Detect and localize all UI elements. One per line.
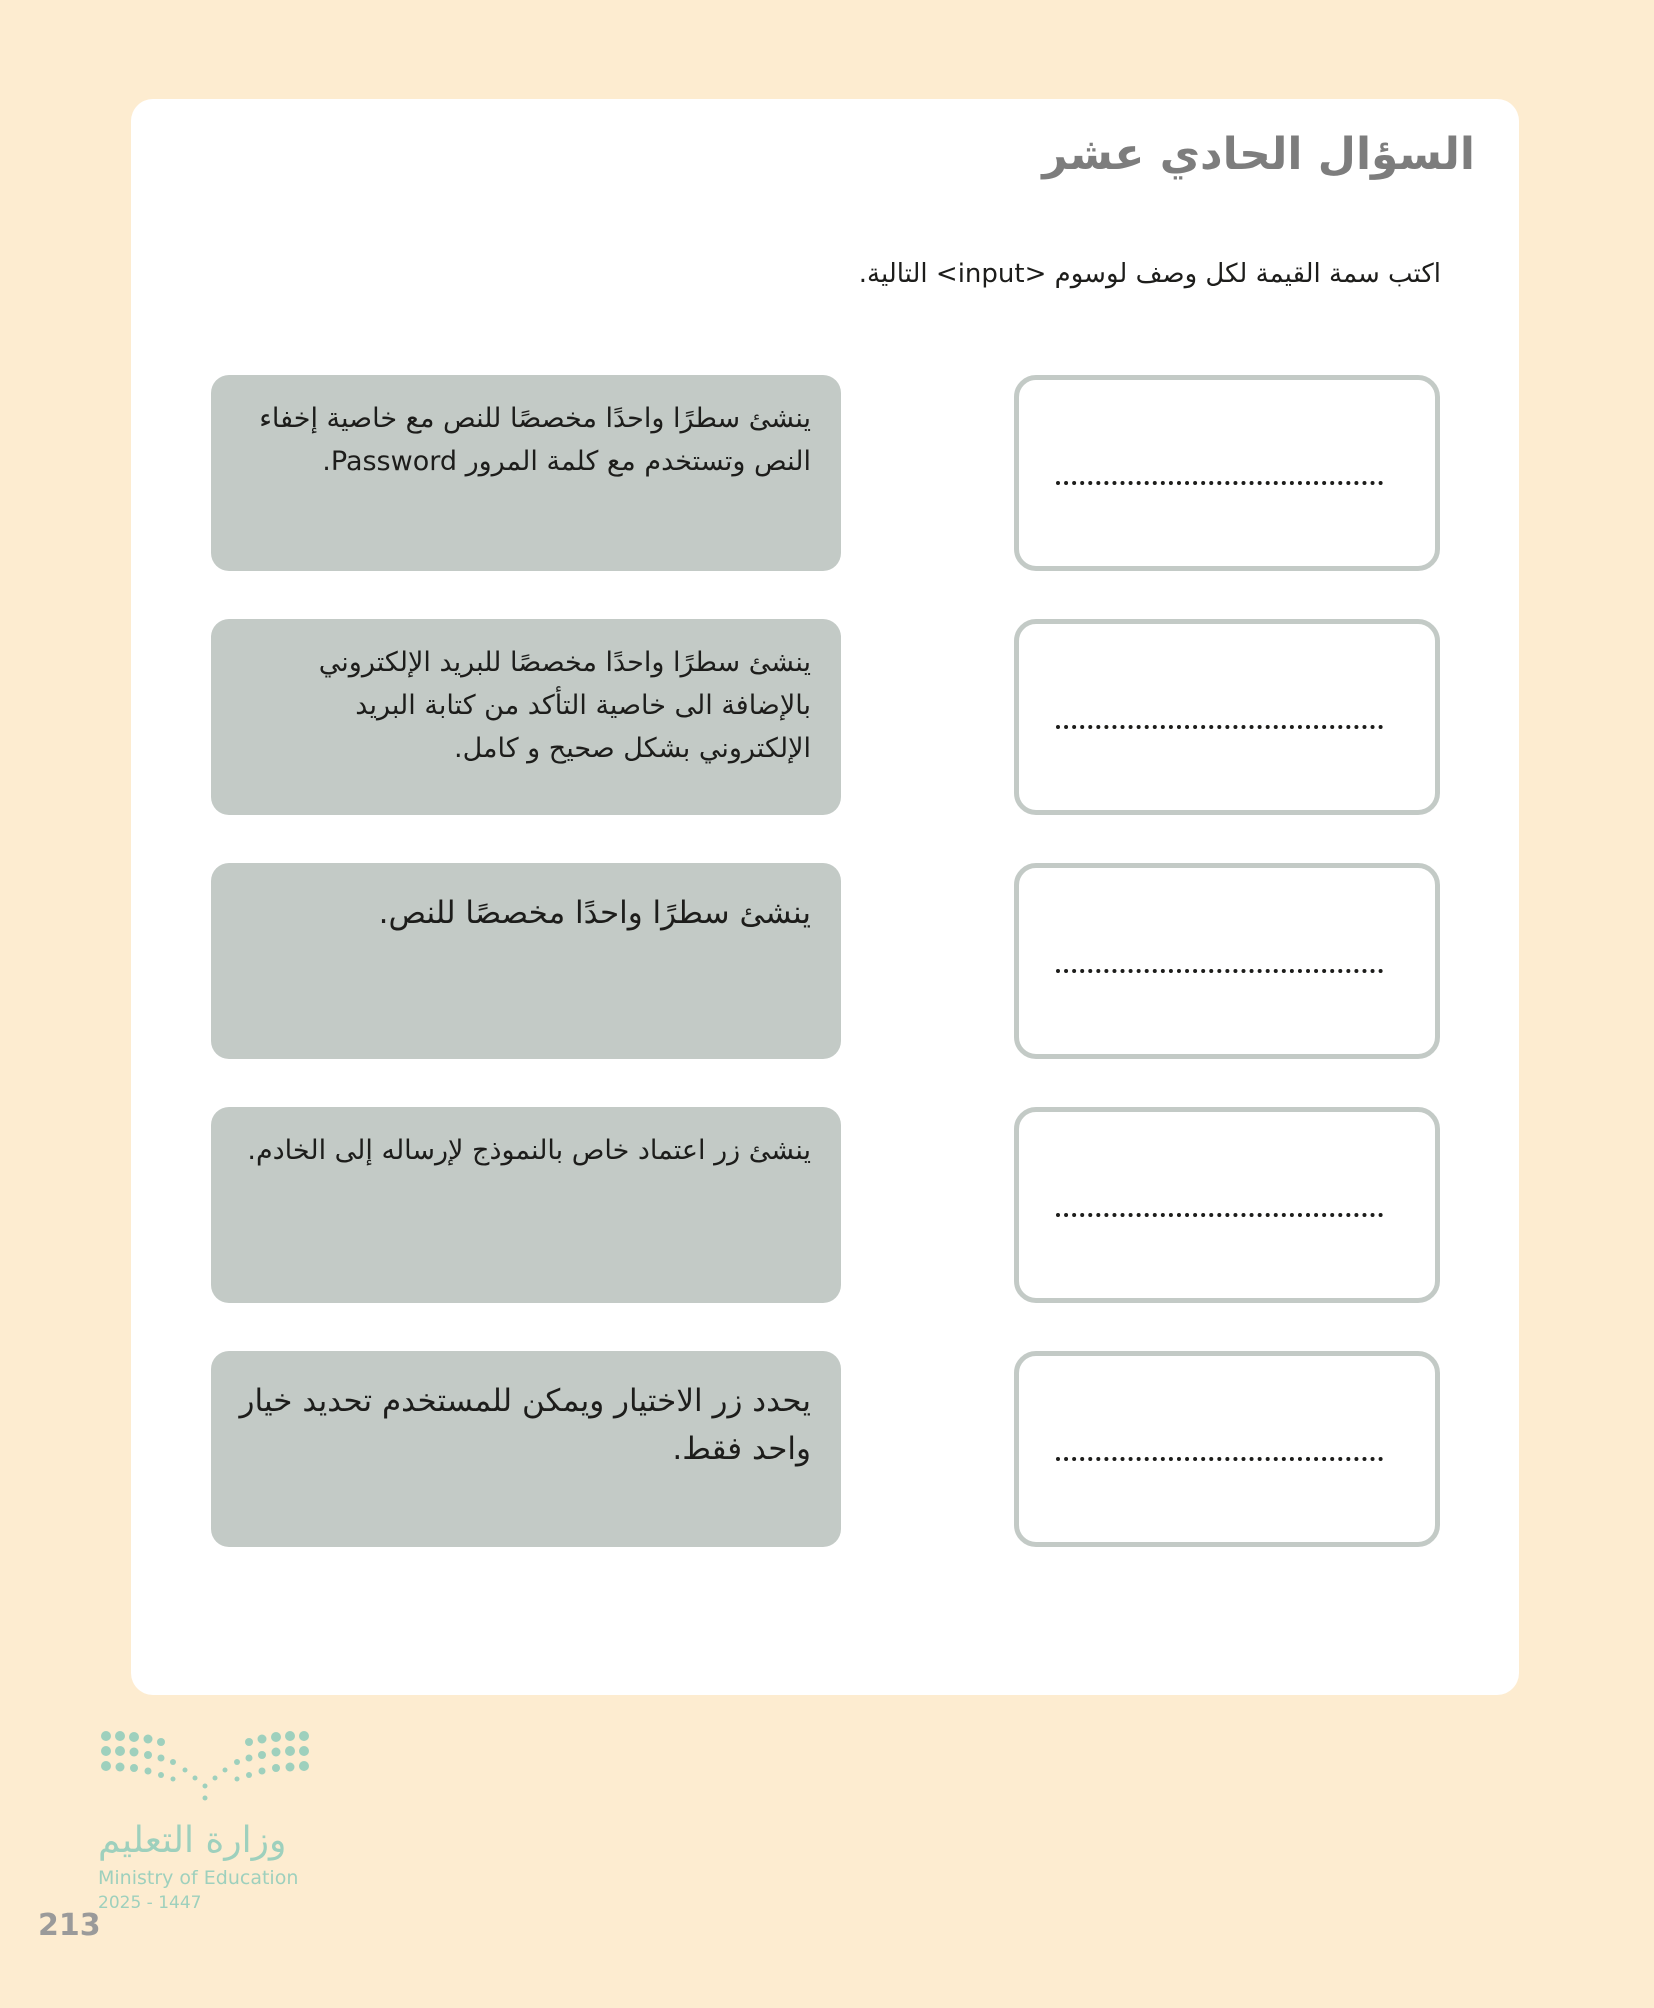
ministry-name-arabic: وزارة التعليم: [98, 1820, 287, 1861]
answer-box[interactable]: [1014, 1351, 1440, 1547]
page-number: 213: [38, 1908, 101, 1943]
ministry-name-english: Ministry of Education: [98, 1867, 299, 1889]
answer-dotted-line: [1056, 1213, 1383, 1217]
ministry-logo-icon: [98, 1728, 312, 1804]
question-row: [211, 619, 1441, 815]
answer-dotted-line: [1056, 481, 1383, 485]
description-box: ينشئ سطرًا واحدًا مخصصًا للنص.: [211, 863, 841, 1059]
answer-dotted-line: [1056, 969, 1383, 973]
question-row: [211, 1107, 1441, 1303]
description-box: ينشئ سطرًا واحدًا مخصصًا للبريد الإلكتروني بالإضافة الى خاصية التأكد من كتابة البريد الإلكتروني بشكل صحيح و كامل.: [211, 619, 841, 815]
question-row: [211, 1351, 1441, 1547]
answer-dotted-line: [1056, 725, 1383, 729]
description-box: يحدد زر الاختيار ويمكن للمستخدم تحديد خيار واحد فقط.: [211, 1351, 841, 1547]
answer-box[interactable]: [1014, 1107, 1440, 1303]
question-title: السؤال الحادي عشر: [1042, 129, 1475, 180]
question-card: [131, 99, 1519, 1695]
ministry-years: 2025 - 1447: [98, 1893, 202, 1913]
answer-dotted-line: [1056, 1457, 1383, 1461]
answer-box[interactable]: [1014, 375, 1440, 571]
answer-box[interactable]: [1014, 863, 1440, 1059]
question-row: [211, 863, 1441, 1059]
ministry-dots-icon: [98, 1728, 312, 1804]
description-box: ينشئ زر اعتماد خاص بالنموذج لإرساله إلى الخادم.: [211, 1107, 841, 1303]
answer-box[interactable]: [1014, 619, 1440, 815]
question-instruction: اكتب سمة القيمة لكل وصف لوسوم <input> التالية.: [858, 259, 1441, 289]
question-row: [211, 375, 1441, 571]
description-box: ينشئ سطرًا واحدًا مخصصًا للنص مع خاصية إخفاء النص وتستخدم مع كلمة المرور Password.: [211, 375, 841, 571]
